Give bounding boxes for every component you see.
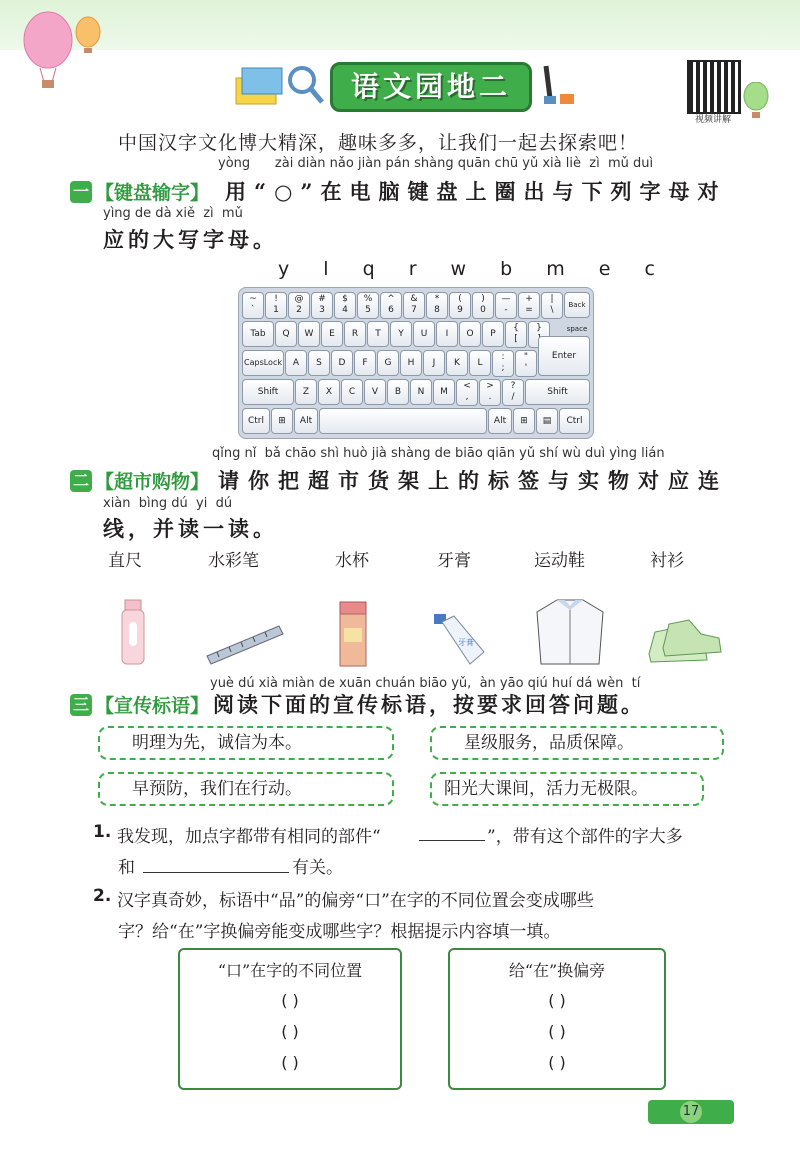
key-k[interactable]: K [446, 350, 468, 376]
answer-box-1 [178, 948, 402, 1090]
answer-box-1-title: “口”在字的不同位置 [217, 961, 363, 980]
key[interactable]: ? / [502, 379, 524, 406]
sec2-pinyin-2: xiàn bìng dú yi dú [103, 496, 233, 511]
label-toothpaste[interactable]: 牙膏 [437, 551, 471, 571]
key-w[interactable]: W [298, 321, 320, 347]
slogan-3: 早预防，我们在行动。 [98, 772, 394, 806]
key-l[interactable]: L [469, 350, 491, 376]
key-z[interactable]: Z [295, 379, 317, 405]
qr-label: 视频讲解 [694, 115, 731, 125]
letter-list: y l q r w b m e c [278, 258, 669, 280]
key[interactable]: ! 1 [265, 292, 287, 319]
key-r[interactable]: R [344, 321, 366, 347]
key[interactable]: % 5 [357, 292, 379, 319]
key-e[interactable]: E [321, 321, 343, 347]
slogan-2: 星级服务，品质保障。 [430, 726, 724, 760]
alt-key-left[interactable]: Alt [294, 408, 318, 434]
windows-key-icon[interactable]: ⊞ [271, 408, 293, 434]
ctrl-key-left[interactable]: Ctrl [242, 408, 270, 434]
tab-key[interactable]: Tab [242, 321, 274, 347]
answer-blank-2[interactable] [143, 872, 289, 873]
balloon-small-icon [742, 82, 772, 122]
slogan-1: 明理为先，诚信为本。 [98, 726, 394, 760]
sec3-text-1: 阅读下面的宣传标语，按要求回答问题。 [213, 692, 645, 717]
top-banner [0, 0, 800, 50]
shirt-icon[interactable] [535, 598, 605, 668]
key[interactable]: : ; [492, 350, 514, 377]
sec2-text-1: 请你把超市货架上的标签与实物对应连 [218, 468, 728, 493]
question-1-part-a: 我发现，加点字都带有相同的部件“ [117, 827, 381, 847]
label-watercolor-pen[interactable]: 水彩笔 [208, 551, 259, 571]
answer-box-2 [448, 948, 666, 1090]
key-i[interactable]: I [436, 321, 458, 347]
label-sneakers[interactable]: 运动鞋 [534, 551, 585, 571]
key-x[interactable]: X [318, 379, 340, 405]
space-key[interactable] [319, 408, 487, 434]
key-a[interactable]: A [285, 350, 307, 376]
key[interactable]: > . [479, 379, 501, 406]
key[interactable]: ^ 6 [380, 292, 402, 319]
key-f[interactable]: F [354, 350, 376, 376]
label-water-cup[interactable]: 水杯 [335, 551, 369, 571]
key[interactable]: * 8 [426, 292, 448, 319]
slogan-4: 阳光大课间，活力无极限。 [430, 772, 704, 806]
key-p[interactable]: P [482, 321, 504, 347]
watercolor-pens-icon[interactable] [337, 600, 369, 668]
alt-key-right[interactable]: Alt [488, 408, 512, 434]
page-number: 17 [680, 1101, 702, 1123]
sec1-pinyin-1: yòng zài diàn nǎo jiàn pán shàng quān chū yǔ xià liè zì mǔ duì [218, 156, 654, 171]
brush-icon [536, 62, 580, 108]
key-j[interactable]: J [423, 350, 445, 376]
key-g[interactable]: G [377, 350, 399, 376]
ruler-icon[interactable] [205, 622, 285, 667]
key-d[interactable]: D [331, 350, 353, 376]
key[interactable]: | \ [541, 292, 563, 319]
key-o[interactable]: O [459, 321, 481, 347]
key-b[interactable]: B [387, 379, 409, 405]
answer-slot[interactable]: ( ) [281, 1053, 299, 1072]
key[interactable]: ( 9 [449, 292, 471, 319]
question-2-line-1: 汉字真奇妙，标语中“品”的偏旁“口”在字的不同位置会变成哪些 [117, 891, 594, 911]
toothpaste-icon[interactable] [432, 612, 488, 666]
section-number-2: 二 [70, 470, 92, 492]
section-number-1: 一 [70, 181, 92, 203]
section-heading-3: 【宣传标语】 [95, 695, 210, 717]
backspace-key[interactable]: Back space [564, 292, 590, 318]
key-t[interactable]: T [367, 321, 389, 347]
key[interactable]: @ 2 [288, 292, 310, 319]
question-number-1: 1. [93, 822, 112, 842]
qr-code[interactable] [687, 60, 741, 114]
label-shirt[interactable]: 衬衫 [650, 551, 684, 571]
answer-slot[interactable]: ( ) [281, 1022, 299, 1041]
key-v[interactable]: V [364, 379, 386, 405]
key-u[interactable]: U [413, 321, 435, 347]
question-2-line-2: 字？给“在”字换偏旁能变成哪些字？根据提示内容填一填。 [118, 922, 561, 942]
answer-slot[interactable]: ( ) [548, 991, 566, 1010]
shift-key-left[interactable]: Shift [242, 379, 294, 405]
key-y[interactable]: Y [390, 321, 412, 347]
sec2-pinyin-1: qǐng nǐ bǎ chāo shì huò jià shàng de biāo qiān yǔ shí wù duì yìng lián [212, 446, 665, 461]
sneakers-icon[interactable] [645, 610, 725, 666]
answer-slot[interactable]: ( ) [548, 1022, 566, 1041]
key[interactable]: } [528, 321, 550, 348]
key[interactable]: # 3 [311, 292, 333, 319]
answer-blank-1[interactable] [419, 840, 485, 841]
key-q[interactable]: Q [275, 321, 297, 347]
ctrl-key-right[interactable]: Ctrl [559, 408, 590, 434]
intro-text: 中国汉字文化博大精深，趣味多多，让我们一起去探索吧！ [118, 132, 639, 154]
capslock-key[interactable]: CapsLock [242, 350, 284, 376]
key[interactable]: — - [495, 292, 517, 319]
key-c[interactable]: C [341, 379, 363, 405]
key[interactable]: " ' [515, 350, 537, 377]
key[interactable]: { [ [505, 321, 527, 348]
question-1-part-c: 和 [118, 858, 135, 878]
key-h[interactable]: H [400, 350, 422, 376]
key[interactable]: & 7 [403, 292, 425, 319]
section-heading-2: 【超市购物】 [95, 471, 210, 493]
key-s[interactable]: S [308, 350, 330, 376]
menu-key-icon[interactable]: ▤ [536, 408, 558, 434]
key[interactable]: + = [518, 292, 540, 319]
balloon-icon [20, 10, 115, 90]
key-m[interactable]: M [433, 379, 455, 405]
sec1-text-1: 用“○”在电脑键盘上圈出与下列字母对 [225, 179, 727, 204]
question-number-2: 2. [93, 886, 112, 906]
key[interactable]: ~ ` [242, 292, 264, 319]
key-n[interactable]: N [410, 379, 432, 405]
sec1-text-2: 应的大写字母。 [103, 227, 278, 252]
key[interactable]: ) 0 [472, 292, 494, 319]
question-1-part-d: 有关。 [292, 858, 343, 878]
svg-text:牙膏: 牙膏 [458, 638, 474, 647]
key[interactable]: < , [456, 379, 478, 406]
windows-key-icon[interactable]: ⊞ [513, 408, 535, 434]
key[interactable]: $ 4 [334, 292, 356, 319]
section-number-3: 三 [70, 694, 92, 716]
page-title: 语文园地二 [330, 62, 532, 112]
books-icon [232, 58, 327, 110]
water-bottle-icon[interactable] [118, 598, 148, 666]
answer-slot[interactable]: ( ) [281, 991, 299, 1010]
answer-slot[interactable]: ( ) [548, 1053, 566, 1072]
keyboard [238, 287, 594, 439]
section-heading-1: 【键盘输字】 [95, 182, 210, 204]
shift-key-right[interactable]: Shift [525, 379, 590, 405]
label-ruler[interactable]: 直尺 [108, 551, 142, 571]
enter-key[interactable]: Enter [538, 336, 590, 376]
sec2-text-2: 线，并读一读。 [103, 516, 278, 541]
question-1-part-b: ”，带有这个部件的字大多 [487, 827, 683, 847]
sec1-pinyin-2: yìng de dà xiě zì mǔ [103, 206, 243, 221]
answer-box-2-title: 给“在”换偏旁 [508, 961, 606, 980]
sec3-pinyin-1: yuè dú xià miàn de xuān chuán biāo yǔ, àn yāo qiú huí dá wèn tí [210, 676, 641, 691]
